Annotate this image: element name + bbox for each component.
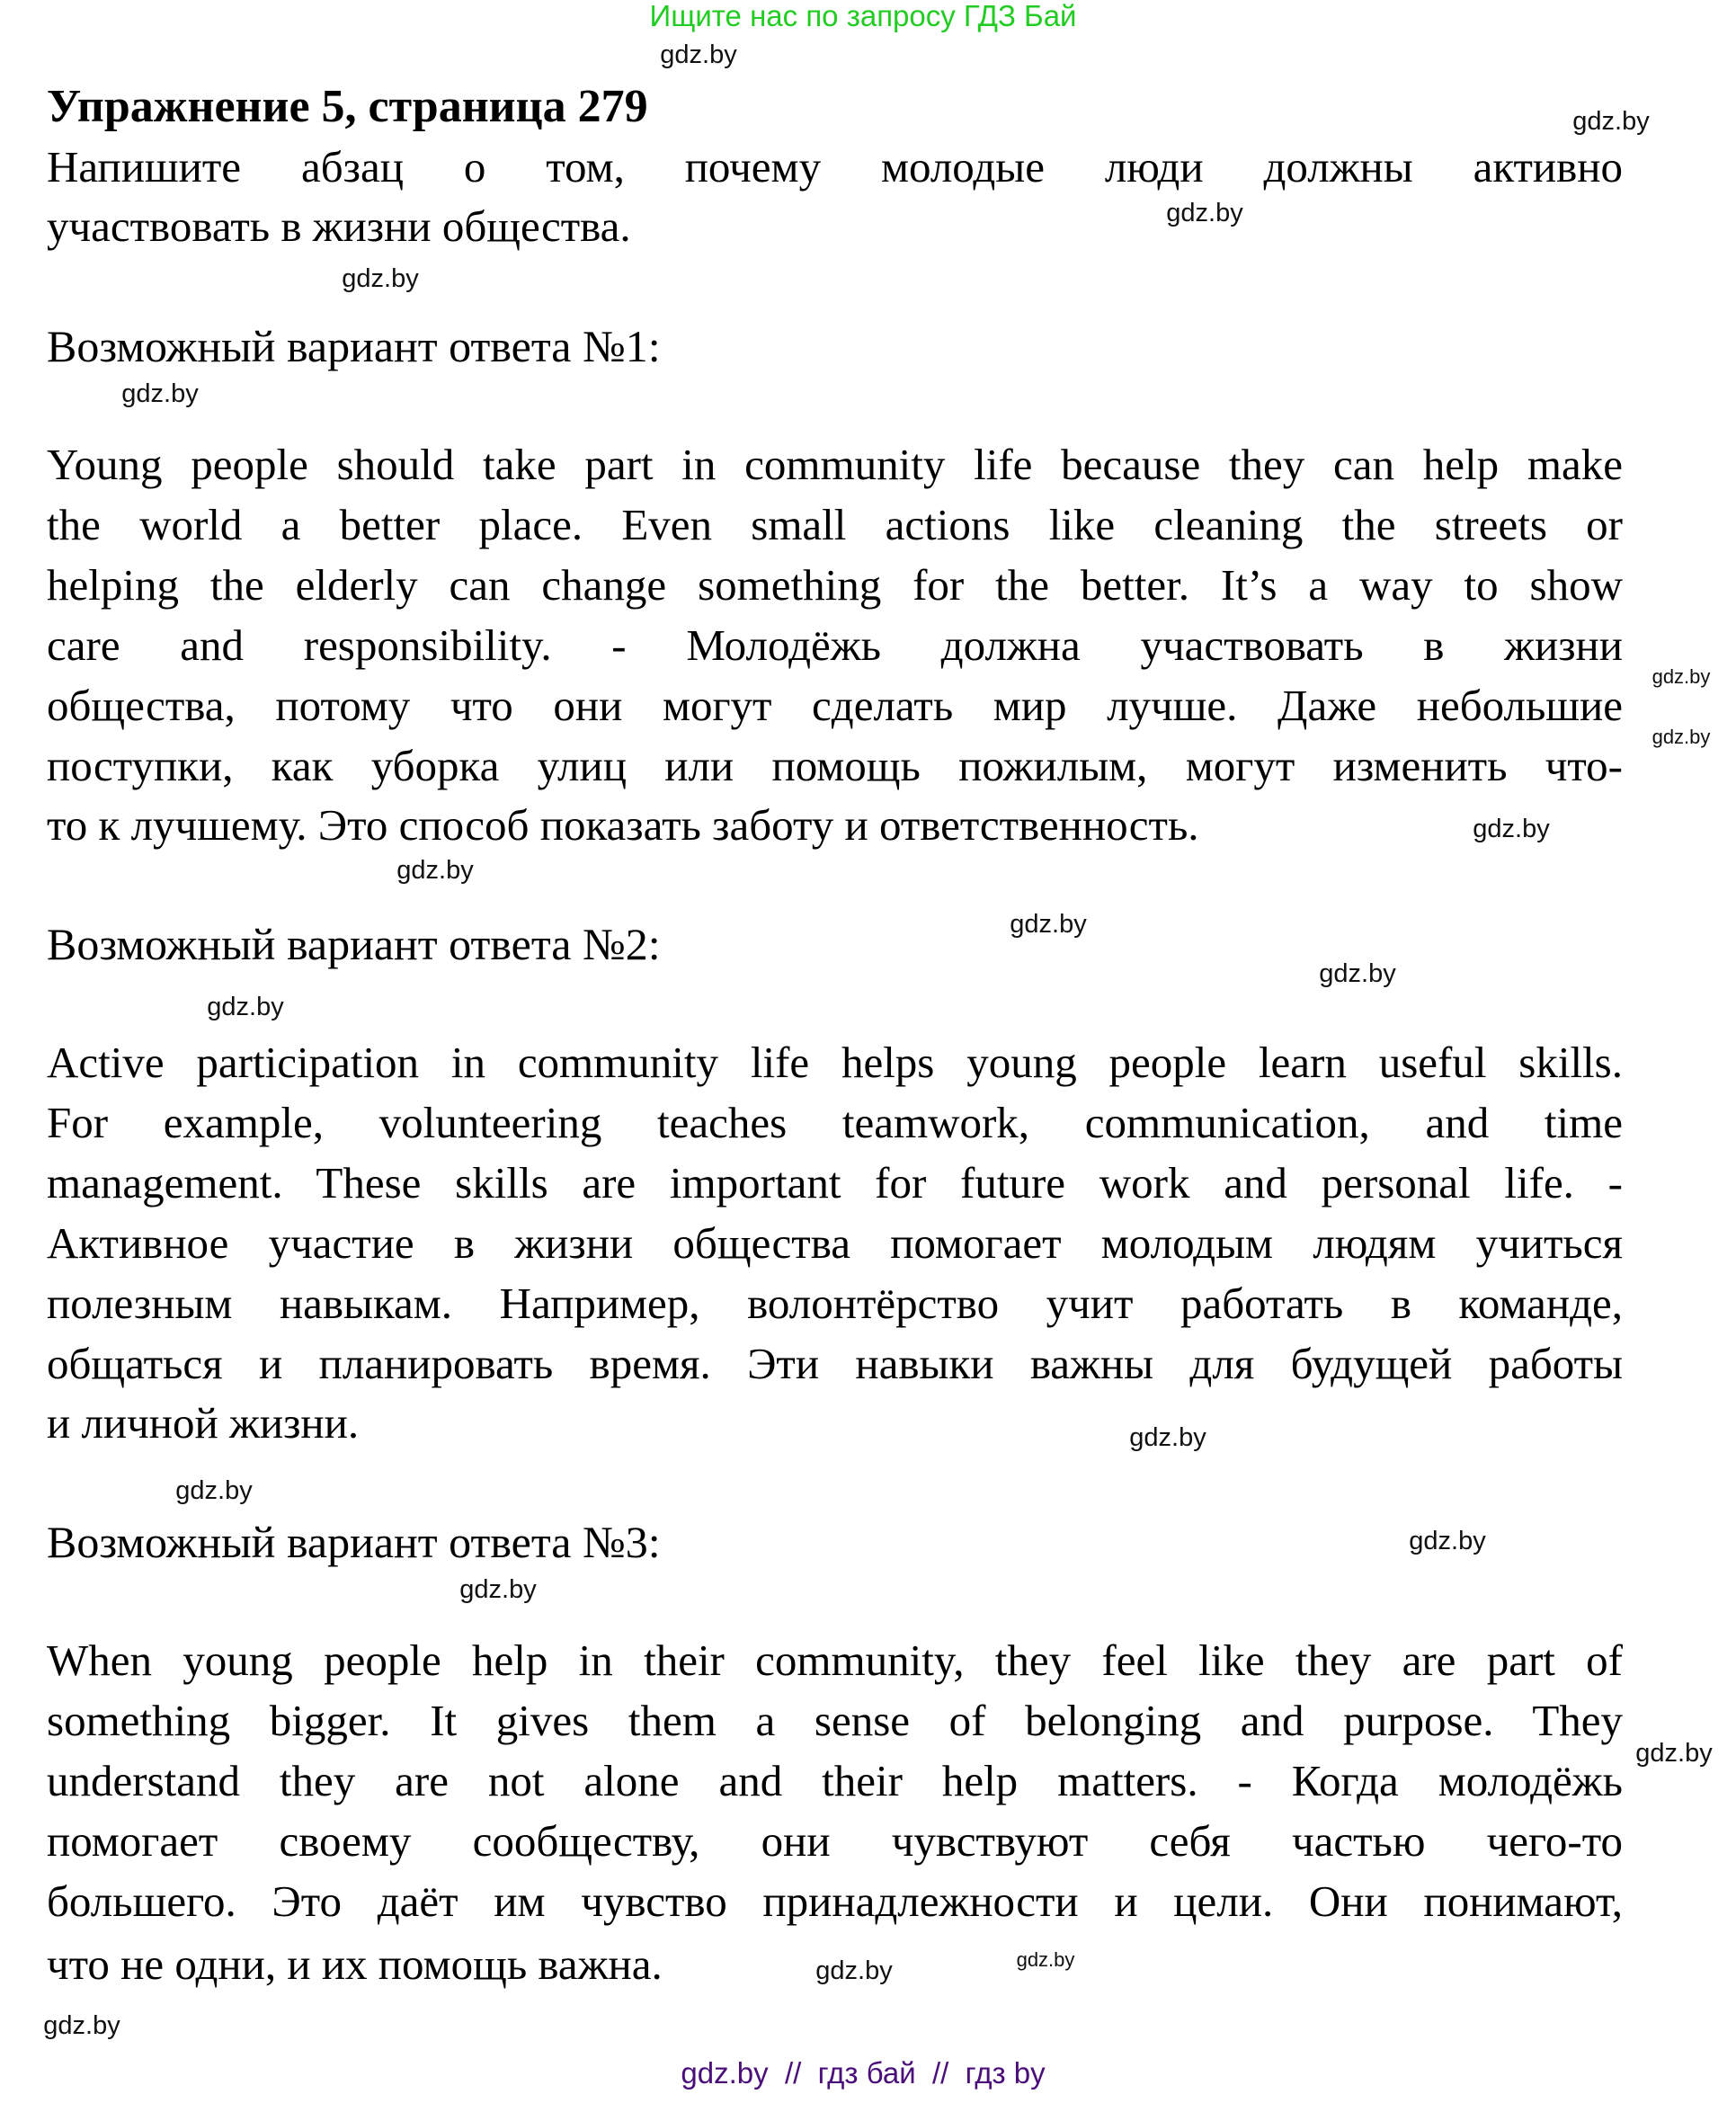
watermark: gdz.by bbox=[1651, 665, 1711, 688]
watermark: gdz.by bbox=[396, 856, 474, 885]
watermark: gdz.by bbox=[660, 40, 737, 69]
answer-1-line: the world a better place. Even small actions like cleaning the streets or bbox=[47, 500, 1623, 549]
answer-2-line: полезным навыкам. Например, волонтёрство учит работать в команде, bbox=[47, 1279, 1623, 1328]
answer-1-line: поступки, как уборка улиц или помощь пожилым, могут изменить что- bbox=[47, 741, 1623, 790]
watermark: gdz.by bbox=[1473, 815, 1550, 843]
answer-3-line: что не одни, и их помощь важна. bbox=[47, 1939, 663, 1989]
answer-3-heading: Возможный вариант ответа №3: bbox=[47, 1517, 661, 1567]
watermark: gdz.by bbox=[1651, 726, 1711, 748]
answer-2-line: management. These skills are important for future work and personal life. - bbox=[47, 1158, 1623, 1207]
answer-2-line: и личной жизни. bbox=[47, 1398, 360, 1448]
watermark: gdz.by bbox=[1010, 910, 1087, 939]
question-line: Напишите абзац о том, почему молодые люди должны активно bbox=[47, 142, 1623, 192]
watermark: gdz.by bbox=[207, 993, 284, 1021]
watermark: gdz.by bbox=[1129, 1423, 1206, 1452]
answer-2-heading: Возможный вариант ответа №2: bbox=[47, 919, 661, 969]
promo-banner[interactable]: Ищите нас по запросу ГДЗ Бай bbox=[649, 0, 1077, 32]
answer-3-line: помогает своему сообществу, они чувствуют себя частью чего-то bbox=[47, 1816, 1623, 1866]
watermark: gdz.by bbox=[815, 1956, 893, 1985]
watermark: gdz.by bbox=[1572, 107, 1650, 136]
watermark: gdz.by bbox=[342, 264, 419, 293]
answer-2-line: Активное участие в жизни общества помогает молодым людям учиться bbox=[47, 1218, 1623, 1268]
watermark: gdz.by bbox=[43, 2011, 120, 2040]
watermark: gdz.by bbox=[459, 1575, 537, 1604]
watermark: gdz.by bbox=[1166, 199, 1243, 227]
answer-1-line: helping the elderly can change something for the better. It’s a way to show bbox=[47, 560, 1623, 610]
answer-2-line: Active participation in community life helps young people learn useful skills. bbox=[47, 1038, 1623, 1087]
answer-2-line: общаться и планировать время. Эти навыки важны для будущей работы bbox=[47, 1339, 1623, 1388]
page-title: Упражнение 5, страница 279 bbox=[47, 81, 648, 132]
answer-3-line: understand they are not alone and their help matters. - Когда молодёжь bbox=[47, 1756, 1623, 1805]
question-line: участвовать в жизни общества. bbox=[47, 201, 631, 251]
answer-3-line: something bigger. It gives them a sense of belonging and purpose. They bbox=[47, 1696, 1623, 1745]
watermark: gdz.by bbox=[121, 379, 199, 408]
watermark: gdz.by bbox=[1635, 1739, 1713, 1768]
answer-2-line: For example, volunteering teaches teamwork, communication, and time bbox=[47, 1098, 1623, 1147]
answer-1-line: общества, потому что они могут сделать мир лучше. Даже небольшие bbox=[47, 681, 1623, 730]
answer-3-line: большего. Это даёт им чувство принадлежности и цели. Они понимают, bbox=[47, 1876, 1623, 1926]
watermark: gdz.by bbox=[1319, 959, 1396, 988]
footer-links[interactable]: gdz.by // гдз бай // гдз by bbox=[681, 2056, 1046, 2090]
watermark: gdz.by bbox=[1409, 1527, 1486, 1555]
watermark: gdz.by bbox=[1016, 1948, 1075, 1971]
watermark: gdz.by bbox=[175, 1476, 253, 1505]
answer-1-line: Young people should take part in community life because they can help make bbox=[47, 440, 1623, 489]
answer-1-line: то к лучшему. Это способ показать заботу и ответственность. bbox=[47, 800, 1199, 850]
answer-3-line: When young people help in their community, they feel like they are part of bbox=[47, 1635, 1623, 1685]
answer-1-heading: Возможный вариант ответа №1: bbox=[47, 321, 661, 371]
answer-1-line: care and responsibility. - Молодёжь должна участвовать в жизни bbox=[47, 620, 1623, 670]
